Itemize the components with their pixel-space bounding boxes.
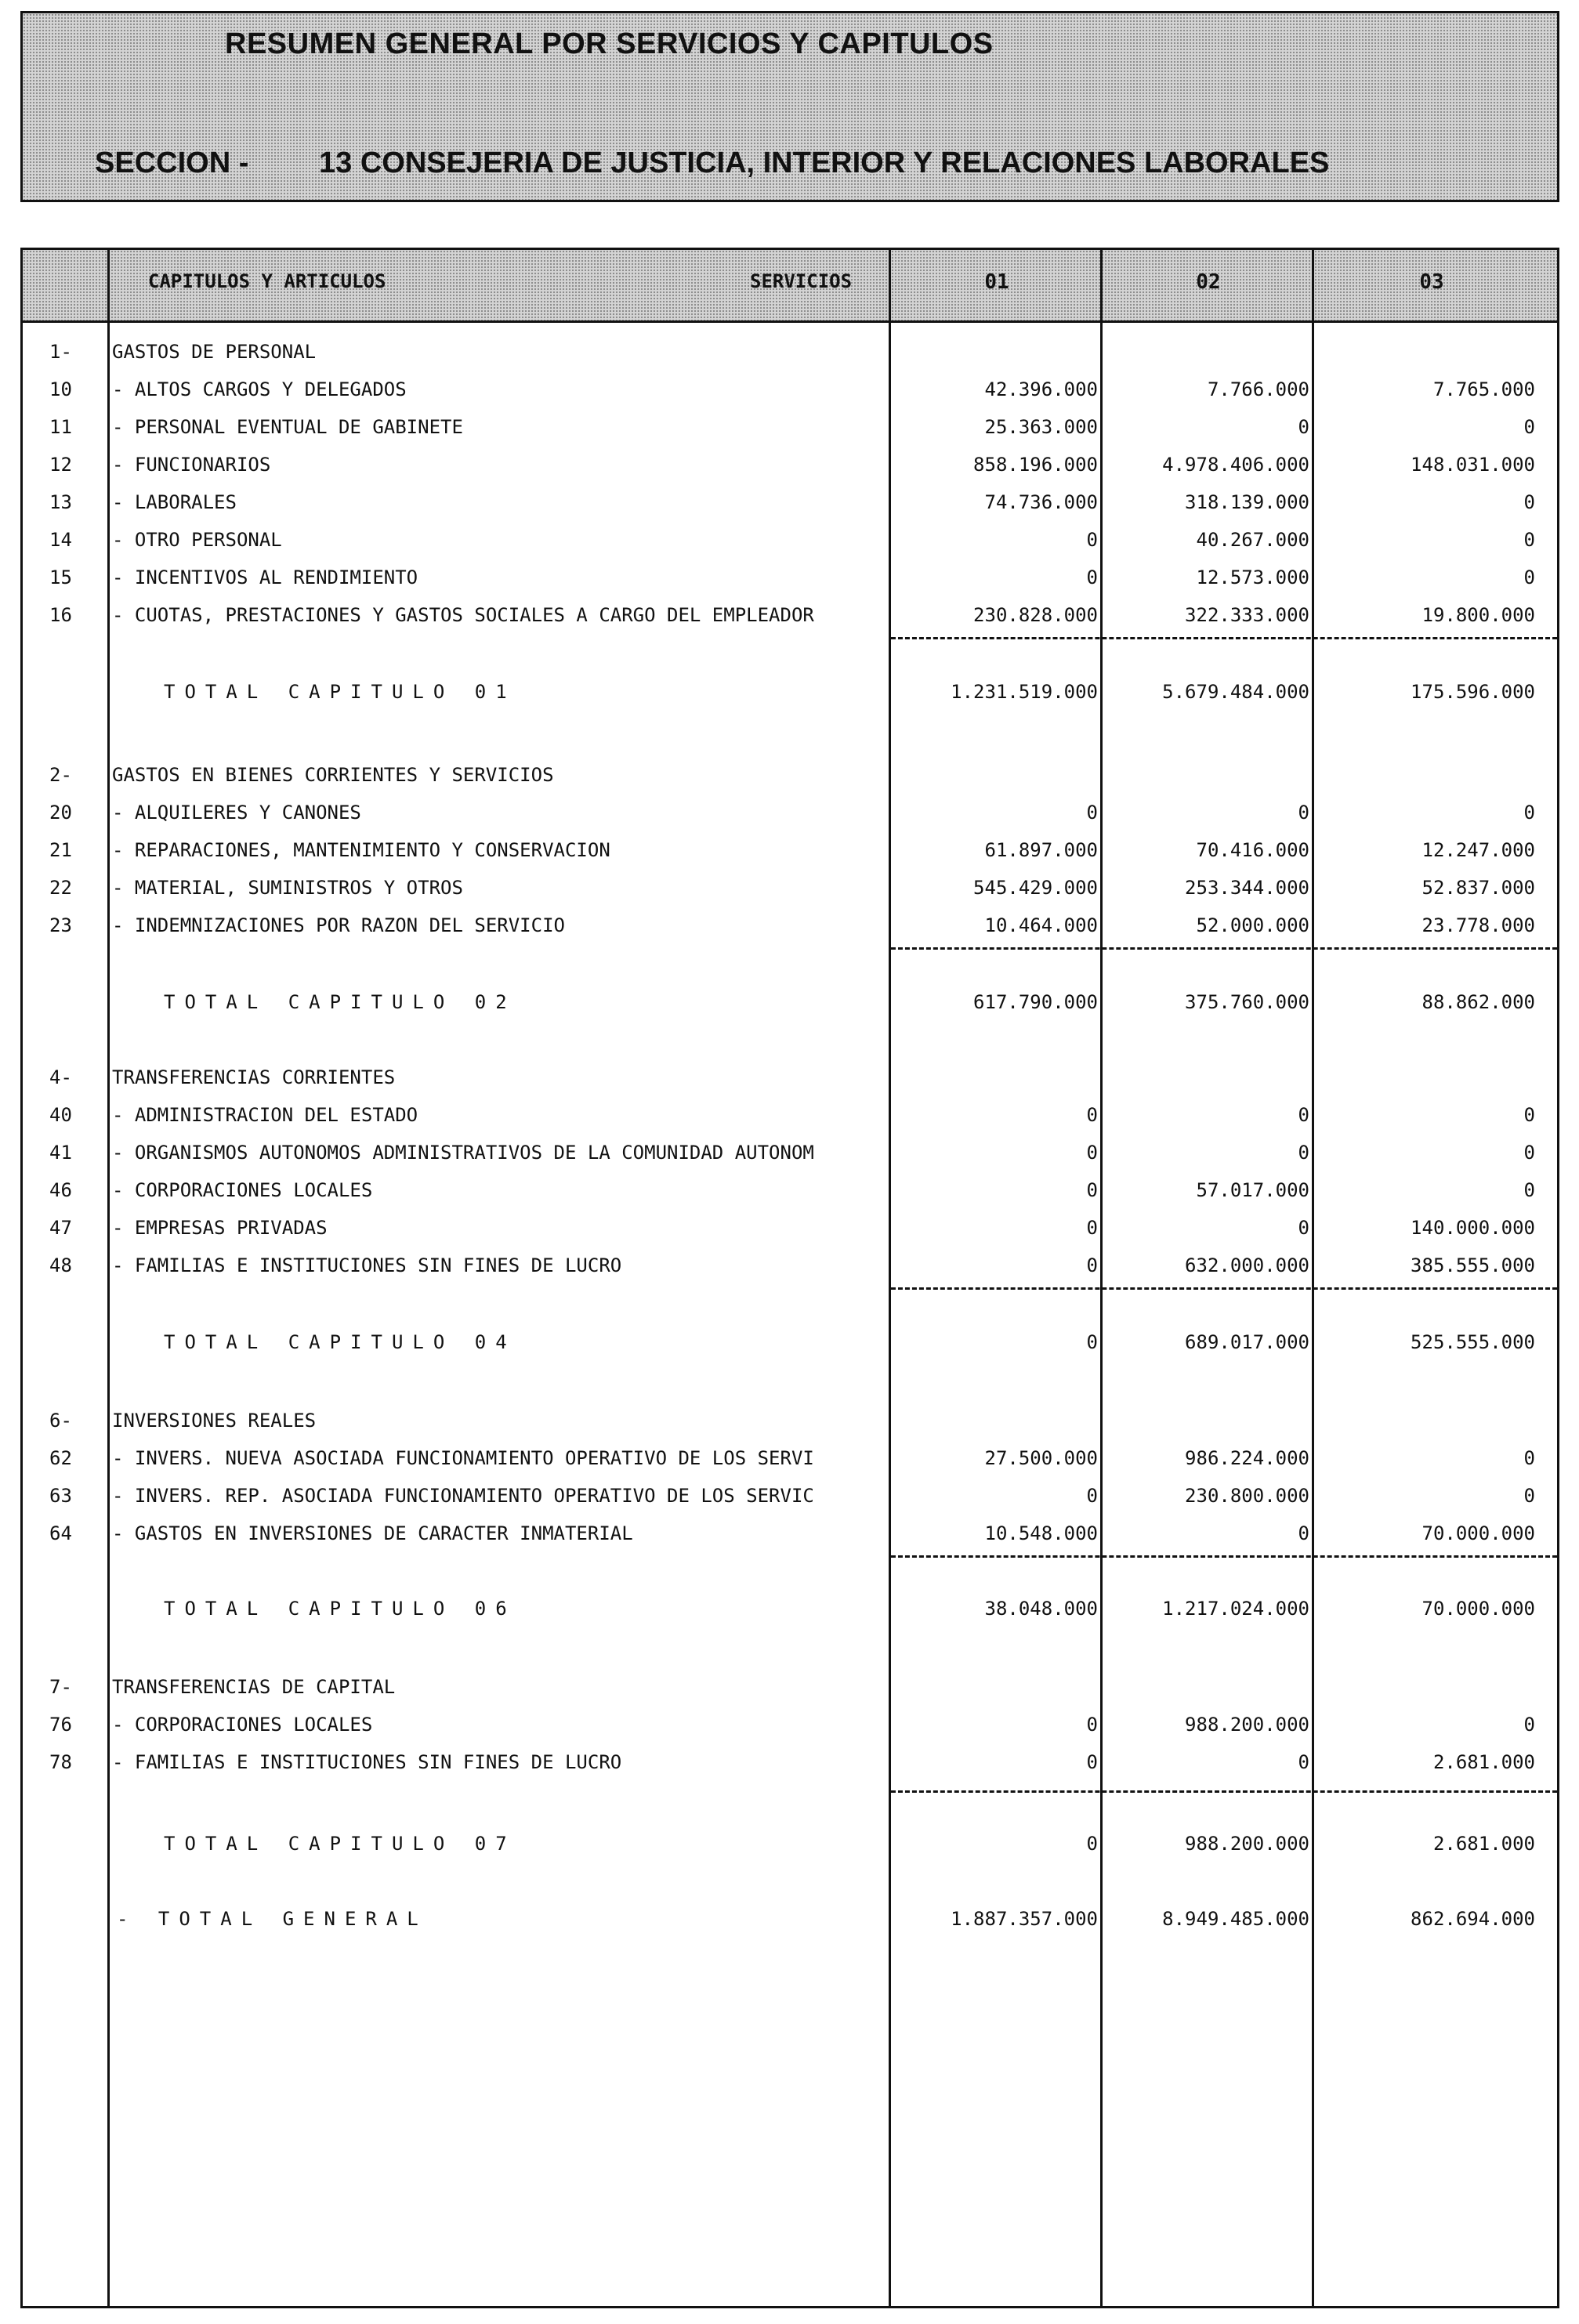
value-02: 318.139.000 xyxy=(1185,491,1309,513)
value-02: 0 xyxy=(1298,1142,1309,1164)
row-code: 21 xyxy=(49,839,72,861)
total-label: TOTAL CAPITULO 04 xyxy=(164,1331,516,1353)
value-03: 385.555.000 xyxy=(1411,1254,1535,1276)
grand-total-value-01: 1.887.357.000 xyxy=(951,1908,1098,1930)
row-label: - ALTOS CARGOS Y DELEGADOS xyxy=(112,378,407,400)
value-03: 12.247.000 xyxy=(1421,839,1535,861)
report-header xyxy=(20,11,1559,202)
row-code: 14 xyxy=(49,529,72,551)
row-label: - FUNCIONARIOS xyxy=(112,454,271,476)
row-label: - ORGANISMOS AUTONOMOS ADMINISTRATIVOS DE LA COMUNIDAD AUTONOM xyxy=(112,1142,814,1164)
total-value-03: 175.596.000 xyxy=(1411,681,1535,703)
row-code: 62 xyxy=(49,1447,72,1469)
value-03: 0 xyxy=(1523,1179,1535,1201)
row-label: - CORPORACIONES LOCALES xyxy=(112,1179,373,1201)
table-row xyxy=(23,1709,1557,1740)
value-02: 12.573.000 xyxy=(1196,567,1309,588)
row-label: - INDEMNIZACIONES POR RAZON DEL SERVICIO xyxy=(112,914,565,936)
value-03: 0 xyxy=(1523,416,1535,438)
value-03: 0 xyxy=(1523,491,1535,513)
total-value-02: 5.679.484.000 xyxy=(1162,681,1309,703)
table-row xyxy=(23,872,1557,903)
value-02: 4.978.406.000 xyxy=(1162,454,1309,476)
value-02: 0 xyxy=(1298,1217,1309,1239)
row-label: - CUOTAS, PRESTACIONES Y GASTOS SOCIALES A CARGO DEL EMPLEADOR xyxy=(112,604,814,626)
row-code: 11 xyxy=(49,416,72,438)
table-row xyxy=(23,1250,1557,1281)
value-02: 0 xyxy=(1298,416,1309,438)
table-row xyxy=(23,910,1557,941)
value-01: 0 xyxy=(1086,1485,1098,1507)
value-03: 52.837.000 xyxy=(1421,877,1535,899)
row-code: 40 xyxy=(49,1104,72,1126)
value-02: 230.800.000 xyxy=(1185,1485,1309,1507)
row-code: 23 xyxy=(49,914,72,936)
table-row xyxy=(23,1443,1557,1474)
value-03: 0 xyxy=(1523,1104,1535,1126)
subtotal-divider xyxy=(891,1555,1557,1558)
row-label: GASTOS DE PERSONAL xyxy=(112,341,317,363)
value-01: 0 xyxy=(1086,1217,1098,1239)
row-label: - LABORALES xyxy=(112,491,237,513)
row-code: 13 xyxy=(49,491,72,513)
value-03: 0 xyxy=(1523,1714,1535,1736)
total-label: TOTAL CAPITULO 06 xyxy=(164,1598,516,1620)
row-label: - FAMILIAS E INSTITUCIONES SIN FINES DE LUCRO xyxy=(112,1751,622,1773)
row-code: 2- xyxy=(49,764,72,786)
subtotal-divider xyxy=(891,947,1557,950)
total-value-03: 88.862.000 xyxy=(1421,991,1535,1013)
row-code: 4- xyxy=(49,1066,72,1088)
total-value-03: 525.555.000 xyxy=(1411,1331,1535,1353)
subtotal-divider xyxy=(891,637,1557,639)
value-01: 27.500.000 xyxy=(984,1447,1098,1469)
row-code: 16 xyxy=(49,604,72,626)
value-02: 40.267.000 xyxy=(1196,529,1309,551)
table-row xyxy=(23,449,1557,480)
total-value-01: 38.048.000 xyxy=(984,1598,1098,1620)
chapter-row xyxy=(23,1062,1557,1093)
total-label: TOTAL CAPITULO 02 xyxy=(164,991,516,1013)
row-label: - OTRO PERSONAL xyxy=(112,529,282,551)
total-value-02: 1.217.024.000 xyxy=(1162,1598,1309,1620)
value-01: 0 xyxy=(1086,1751,1098,1773)
value-03: 0 xyxy=(1523,1142,1535,1164)
chapter-total-row xyxy=(23,676,1557,708)
value-01: 0 xyxy=(1086,529,1098,551)
table-row xyxy=(23,834,1557,866)
header-services: SERVICIOS xyxy=(750,270,853,292)
table-row xyxy=(23,524,1557,556)
value-03: 140.000.000 xyxy=(1411,1217,1535,1239)
chapter-total-row xyxy=(23,1327,1557,1358)
row-label: - GASTOS EN INVERSIONES DE CARACTER INMATERIAL xyxy=(112,1522,633,1544)
row-code: 76 xyxy=(49,1714,72,1736)
total-value-03: 2.681.000 xyxy=(1432,1833,1535,1855)
row-label: - ALQUILERES Y CANONES xyxy=(112,802,361,824)
table-row xyxy=(23,1099,1557,1131)
value-01: 25.363.000 xyxy=(984,416,1098,438)
row-code: 46 xyxy=(49,1179,72,1201)
value-03: 0 xyxy=(1523,802,1535,824)
row-label: - INCENTIVOS AL RENDIMIENTO xyxy=(112,567,418,588)
value-01: 545.429.000 xyxy=(973,877,1098,899)
value-01: 0 xyxy=(1086,1104,1098,1126)
table-row xyxy=(23,374,1557,405)
value-01: 0 xyxy=(1086,1254,1098,1276)
grand-total-value-03: 862.694.000 xyxy=(1411,1908,1535,1930)
total-value-03: 70.000.000 xyxy=(1421,1598,1535,1620)
row-code: 78 xyxy=(49,1751,72,1773)
header-service-01: 01 xyxy=(984,270,1009,294)
header-service-03: 03 xyxy=(1419,270,1444,294)
value-03: 70.000.000 xyxy=(1421,1522,1535,1544)
row-code: 22 xyxy=(49,877,72,899)
value-03: 148.031.000 xyxy=(1411,454,1535,476)
row-label: - CORPORACIONES LOCALES xyxy=(112,1714,373,1736)
value-02: 322.333.000 xyxy=(1185,604,1309,626)
row-code: 47 xyxy=(49,1217,72,1239)
total-value-01: 0 xyxy=(1086,1331,1098,1353)
row-code: 12 xyxy=(49,454,72,476)
value-01: 42.396.000 xyxy=(984,378,1098,400)
value-02: 52.000.000 xyxy=(1196,914,1309,936)
row-label: GASTOS EN BIENES CORRIENTES Y SERVICIOS xyxy=(112,764,554,786)
row-code: 1- xyxy=(49,341,72,363)
row-label: TRANSFERENCIAS DE CAPITAL xyxy=(112,1676,396,1698)
value-01: 0 xyxy=(1086,1142,1098,1164)
value-02: 632.000.000 xyxy=(1185,1254,1309,1276)
table-row xyxy=(23,1747,1557,1778)
value-03: 7.765.000 xyxy=(1432,378,1535,400)
row-label: - REPARACIONES, MANTENIMIENTO Y CONSERVACION xyxy=(112,839,610,861)
table-row xyxy=(23,1137,1557,1168)
value-02: 7.766.000 xyxy=(1207,378,1309,400)
total-value-02: 988.200.000 xyxy=(1185,1833,1309,1855)
row-label: - ADMINISTRACION DEL ESTADO xyxy=(112,1104,418,1126)
total-value-01: 1.231.519.000 xyxy=(951,681,1098,703)
chapter-row xyxy=(23,336,1557,367)
table-row xyxy=(23,1480,1557,1511)
row-code: 41 xyxy=(49,1142,72,1164)
table-row xyxy=(23,487,1557,518)
table-row xyxy=(23,1518,1557,1549)
value-01: 0 xyxy=(1086,1714,1098,1736)
total-label: TOTAL CAPITULO 01 xyxy=(164,681,516,703)
report-title: RESUMEN GENERAL POR SERVICIOS Y CAPITULOS xyxy=(225,27,994,60)
row-label: - EMPRESAS PRIVADAS xyxy=(112,1217,328,1239)
value-01: 10.548.000 xyxy=(984,1522,1098,1544)
value-02: 988.200.000 xyxy=(1185,1714,1309,1736)
row-code: 6- xyxy=(49,1410,72,1432)
row-label: INVERSIONES REALES xyxy=(112,1410,317,1432)
value-01: 0 xyxy=(1086,802,1098,824)
table-row xyxy=(23,411,1557,443)
row-label: - PERSONAL EVENTUAL DE GABINETE xyxy=(112,416,463,438)
row-code: 7- xyxy=(49,1676,72,1698)
value-02: 253.344.000 xyxy=(1185,877,1309,899)
section-label: SECCION - xyxy=(95,147,249,179)
chapter-total-row xyxy=(23,1828,1557,1859)
row-code: 15 xyxy=(49,567,72,588)
value-02: 0 xyxy=(1298,1104,1309,1126)
value-02: 70.416.000 xyxy=(1196,839,1309,861)
row-label: - INVERS. NUEVA ASOCIADA FUNCIONAMIENTO OPERATIVO DE LOS SERVI xyxy=(112,1447,814,1469)
header-chapters: CAPITULOS Y ARTICULOS xyxy=(148,270,386,292)
value-03: 23.778.000 xyxy=(1421,914,1535,936)
value-01: 0 xyxy=(1086,1179,1098,1201)
header-service-02: 02 xyxy=(1196,270,1221,294)
row-code: 64 xyxy=(49,1522,72,1544)
total-value-01: 0 xyxy=(1086,1833,1098,1855)
value-02: 986.224.000 xyxy=(1185,1447,1309,1469)
table-row xyxy=(23,599,1557,631)
row-code: 20 xyxy=(49,802,72,824)
section-name: 13 CONSEJERIA DE JUSTICIA, INTERIOR Y RELACIONES LABORALES xyxy=(319,147,1330,179)
grand-total-label: - TOTAL GENERAL xyxy=(117,1908,428,1930)
value-03: 2.681.000 xyxy=(1432,1751,1535,1773)
row-code: 63 xyxy=(49,1485,72,1507)
row-label: - INVERS. REP. ASOCIADA FUNCIONAMIENTO OPERATIVO DE LOS SERVIC xyxy=(112,1485,814,1507)
total-label: TOTAL CAPITULO 07 xyxy=(164,1833,516,1855)
value-02: 0 xyxy=(1298,1522,1309,1544)
chapter-total-row xyxy=(23,1593,1557,1624)
value-03: 19.800.000 xyxy=(1421,604,1535,626)
value-01: 10.464.000 xyxy=(984,914,1098,936)
table-row xyxy=(23,1175,1557,1206)
value-01: 858.196.000 xyxy=(973,454,1098,476)
row-label: - FAMILIAS E INSTITUCIONES SIN FINES DE LUCRO xyxy=(112,1254,622,1276)
value-02: 0 xyxy=(1298,802,1309,824)
value-02: 0 xyxy=(1298,1751,1309,1773)
chapter-row xyxy=(23,759,1557,791)
total-value-02: 375.760.000 xyxy=(1185,991,1309,1013)
value-03: 0 xyxy=(1523,1485,1535,1507)
subtotal-divider xyxy=(891,1790,1557,1793)
table-row xyxy=(23,797,1557,828)
value-01: 0 xyxy=(1086,567,1098,588)
grand-total-value-02: 8.949.485.000 xyxy=(1162,1908,1309,1930)
value-03: 0 xyxy=(1523,529,1535,551)
chapter-total-row xyxy=(23,986,1557,1018)
table-header xyxy=(23,250,1557,323)
value-01: 230.828.000 xyxy=(973,604,1098,626)
value-01: 61.897.000 xyxy=(984,839,1098,861)
chapter-row xyxy=(23,1671,1557,1703)
value-01: 74.736.000 xyxy=(984,491,1098,513)
chapter-row xyxy=(23,1405,1557,1436)
value-03: 0 xyxy=(1523,567,1535,588)
total-value-01: 617.790.000 xyxy=(973,991,1098,1013)
table-row xyxy=(23,1212,1557,1243)
row-label: - MATERIAL, SUMINISTROS Y OTROS xyxy=(112,877,463,899)
value-03: 0 xyxy=(1523,1447,1535,1469)
row-code: 10 xyxy=(49,378,72,400)
row-code: 48 xyxy=(49,1254,72,1276)
grand-total-row xyxy=(23,1903,1557,1935)
row-label: TRANSFERENCIAS CORRIENTES xyxy=(112,1066,396,1088)
total-value-02: 689.017.000 xyxy=(1185,1331,1309,1353)
table-row xyxy=(23,562,1557,593)
subtotal-divider xyxy=(891,1287,1557,1290)
budget-table xyxy=(20,248,1559,2308)
value-02: 57.017.000 xyxy=(1196,1179,1309,1201)
